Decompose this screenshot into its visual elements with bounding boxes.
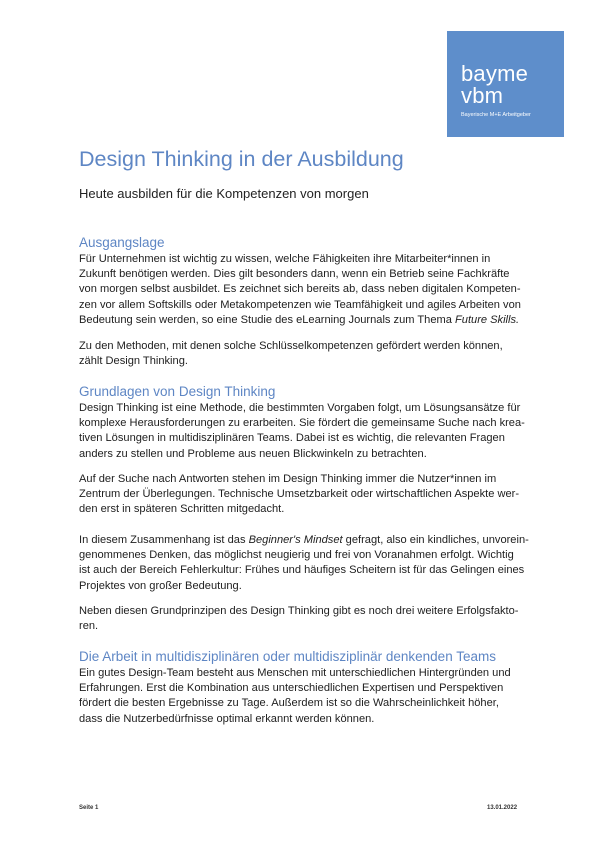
text-line: Für Unternehmen ist wichtig zu wissen, welche Fähigkeiten ihre Mitarbeiter*innen in: [79, 253, 491, 265]
section-heading-teams: Die Arbeit in multidisziplinären oder multidisziplinär denkenden Teams: [79, 649, 496, 664]
text-line: tiven Lösungen in multidisziplinären Teams. Dabei ist es wichtig, die relevanten Fragen: [79, 432, 505, 445]
text-run: Bedeutung sein werden, so eine Studie des eLearning Journals zum Thema: [79, 313, 455, 326]
text-line: ist auch der Bereich Fehlerkultur: Frühes und häufiges Scheitern ist für das Gelingen eines: [79, 564, 525, 577]
paragraph-ausgangslage-2: [79, 339, 524, 369]
text-line: anders zu stellen und Probleme aus neuen Blickwinkeln zu betrachten.: [79, 447, 427, 460]
text-line: genommenes Denken, das möglichst neugierig und frei von Voranahmen erfolgt. Wichtig: [79, 549, 514, 562]
text-line: Zukunft benötigen werden. Dies gilt besonders dann, wenn ein Betrieb seine Fachkräfte: [79, 268, 510, 281]
logo-line-1: bayme: [461, 61, 529, 86]
paragraph-grundlagen-3: [79, 533, 529, 594]
document-subtitle: Heute ausbilden für die Kompetenzen von morgen: [79, 186, 369, 201]
bayme-vbm-logo: [447, 31, 564, 137]
text-line: Neben diesen Grundprinzipen des Design Thinking gibt es noch drei weitere Erfolgsfakto-: [79, 605, 519, 617]
text-line: von morgen selbst ausbildet. Es zeichnet sich bereits ab, dass neben digitalen Kompeten-: [79, 283, 521, 296]
text-line: Zentrum der Überlegungen. Technische Umsetzbarkeit oder wirtschaftlichen Aspekte wer-: [79, 488, 520, 501]
text-line: fördert die besten Ergebnisse zu Tage. Außerdem ist so die Wahrscheinlichkeit höher,: [79, 697, 499, 710]
text-line: Zu den Methoden, mit denen solche Schlüsselkompetenzen gefördert werden können,: [79, 340, 503, 352]
text-line: ren.: [79, 620, 99, 633]
text-line: zen vor allem Softskills oder Metakompetenzen wie Teamfähigkeit und agiles Arbeiten von: [79, 298, 521, 311]
footer-date: 13.01.2022: [487, 805, 518, 811]
logo-tagline: Bayerische M+E Arbeitgeber: [461, 112, 531, 118]
section-heading-grundlagen: Grundlagen von Design Thinking: [79, 384, 276, 399]
paragraph-teams-1: [79, 666, 524, 727]
logo-line-2: vbm: [461, 83, 504, 108]
text-line: Projektes von großer Bedeutung.: [79, 579, 242, 592]
text-line: [79, 533, 529, 548]
paragraph-grundlagen-1: [79, 401, 524, 462]
text-line: dass die Nutzerbedürfnisse optimal erkannt werden können.: [79, 712, 375, 725]
text-line: Ein gutes Design-Team besteht aus Menschen mit unterschiedlichen Hintergründen und: [79, 667, 511, 679]
section-heading-ausgangslage: Ausgangslage: [79, 235, 165, 250]
text-line: komplexe Herausforderungen zu erarbeiten. Sie fördert die gemeinsame Suche nach krea-: [79, 417, 525, 430]
emphasis-future-skills: Future Skills.: [455, 313, 520, 326]
text-line: Design Thinking ist eine Methode, die bestimmten Vorgaben folgt, um Lösungsansätze für: [79, 402, 521, 414]
paragraph-ausgangslage-1: [79, 252, 524, 328]
paragraph-grundlagen-2: [79, 472, 524, 518]
footer-page-number: Seite 1: [79, 805, 99, 811]
text-line: zählt Design Thinking.: [79, 355, 188, 368]
text-line: den erst in späteren Schritten mitgedacht.: [79, 503, 285, 516]
text-line: Erfahrungen. Erst die Kombination aus unterschiedlichen Expertisen und Perspektiven: [79, 682, 504, 695]
text-run: In diesem Zusammenhang ist das: [79, 534, 249, 546]
text-run: gefragt, also ein kindliches, unvorein-: [342, 534, 529, 546]
text-line: Auf der Suche nach Antworten stehen im Design Thinking immer die Nutzer*innen im: [79, 473, 497, 485]
paragraph-grundlagen-4: [79, 604, 524, 634]
text-line: [79, 313, 524, 328]
document-title: Design Thinking in der Ausbildung: [79, 147, 404, 171]
emphasis-beginners-mindset: Beginner's Mindset: [248, 534, 343, 546]
